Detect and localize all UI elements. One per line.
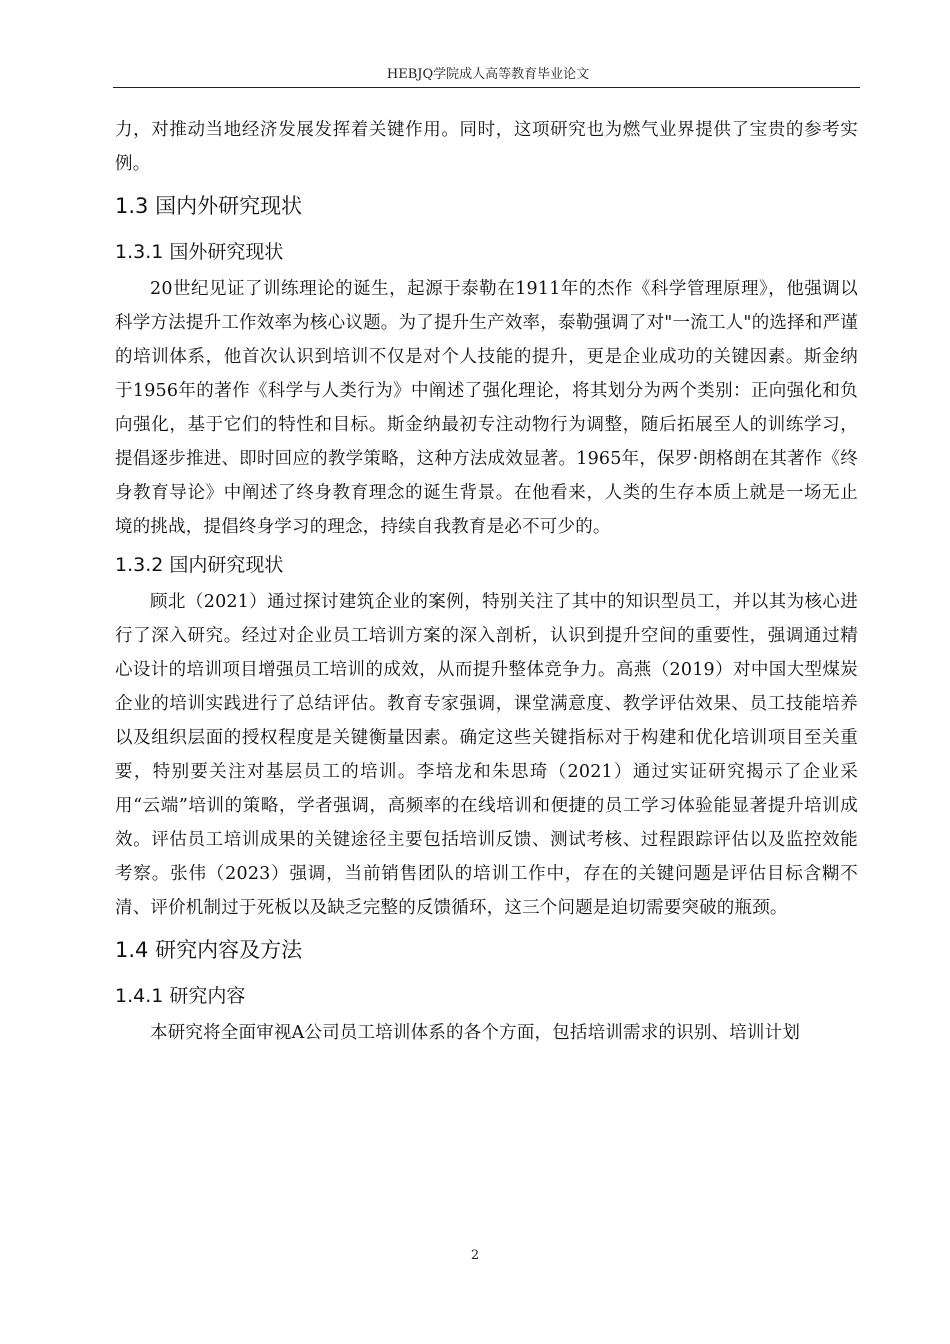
paragraph-domestic-research: 顾北（2021）通过探讨建筑企业的案例，特别关注了其中的知识型员工，并以其为核心进行了深入研究。经过对企业员工培训方案的深入剖析，认识到提升空间的重要性，强调通过精心设计的培训项目增强员工培训的成效，从而提升整体竞争力。高燕（2019）对中国大型煤炭企业的培训实践进行了总结评估。教育专家强调，课堂满意度、教学评估效果、员工技能培养以及组织层面的授权程度是关键衡量因素。确定这些关键指标对于构建和优化培训项目至关重要，特别要关注对基层员工的培训。李培龙和朱思琦（2021）通过实证研究揭示了企业采用“云端”培训的策略，学者强调，高频率的在线培训和便捷的员工学习体验能显著提升培训成效。评估员工培训成果的关键途径主要包括培训反馈、测试考核、过程跟踪评估以及监控效能考察。张伟（2023）强调，当前销售团队的培训工作中，存在的关键问题是评估目标含糊不清、评价机制过于死板以及缺乏完整的反馈循环，这三个问题是迫切需要突破的瓶颈。 [115,592,858,918]
paragraph-continuation: 力，对推动当地经济发展发挥着关键作用。同时，这项研究也为燃气业界提供了宝贵的参考实例。 [115,120,858,174]
paragraph-foreign-research: 20世纪见证了训练理论的诞生，起源于泰勒在1911年的杰作《科学管理原理》，他强调以科学方法提升工作效率为核心议题。为了提升生产效率，泰勒强调了对"一流工人"的选择和严谨的培训体系，他首次认识到培训不仅是对个人技能的提升，更是企业成功的关键因素。斯金纳于1956年的著作《科学与人类行为》中阐述了强化理论，将其划分为两个类别：正向强化和负向强化，基于它们的特性和目标。斯金纳最初专注动物行为调整，随后拓展至人的训练学习，提倡逐步推进、即时回应的教学策略，这种方法成效显著。1965年，保罗·朗格朗在其著作《终身教育导论》中阐述了终身教育理念的诞生背景。在他看来，人类的生存本质上就是一场无止境的挑战，提倡终身学习的理念，持续自我教育是必不可少的。 [115,279,858,537]
page-number: 2 [470,1248,480,1263]
section-heading-1-3: 1.3 国内外研究现状 [115,194,303,218]
section-heading-1-4: 1.4 研究内容及方法 [115,938,303,962]
section-heading-1-4-1: 1.4.1 研究内容 [115,985,246,1007]
page-content [115,113,858,1050]
header-rule [113,87,860,88]
section-heading-1-3-2: 1.3.2 国内研究现状 [115,554,284,576]
running-header: HEBJQ学院成人高等教育毕业论文 [386,67,590,82]
paragraph-research-content: 本研究将全面审视A公司员工培训体系的各个方面，包括培训需求的识别、培训计划 [150,1023,801,1043]
section-heading-1-3-1: 1.3.1 国外研究现状 [115,241,284,263]
